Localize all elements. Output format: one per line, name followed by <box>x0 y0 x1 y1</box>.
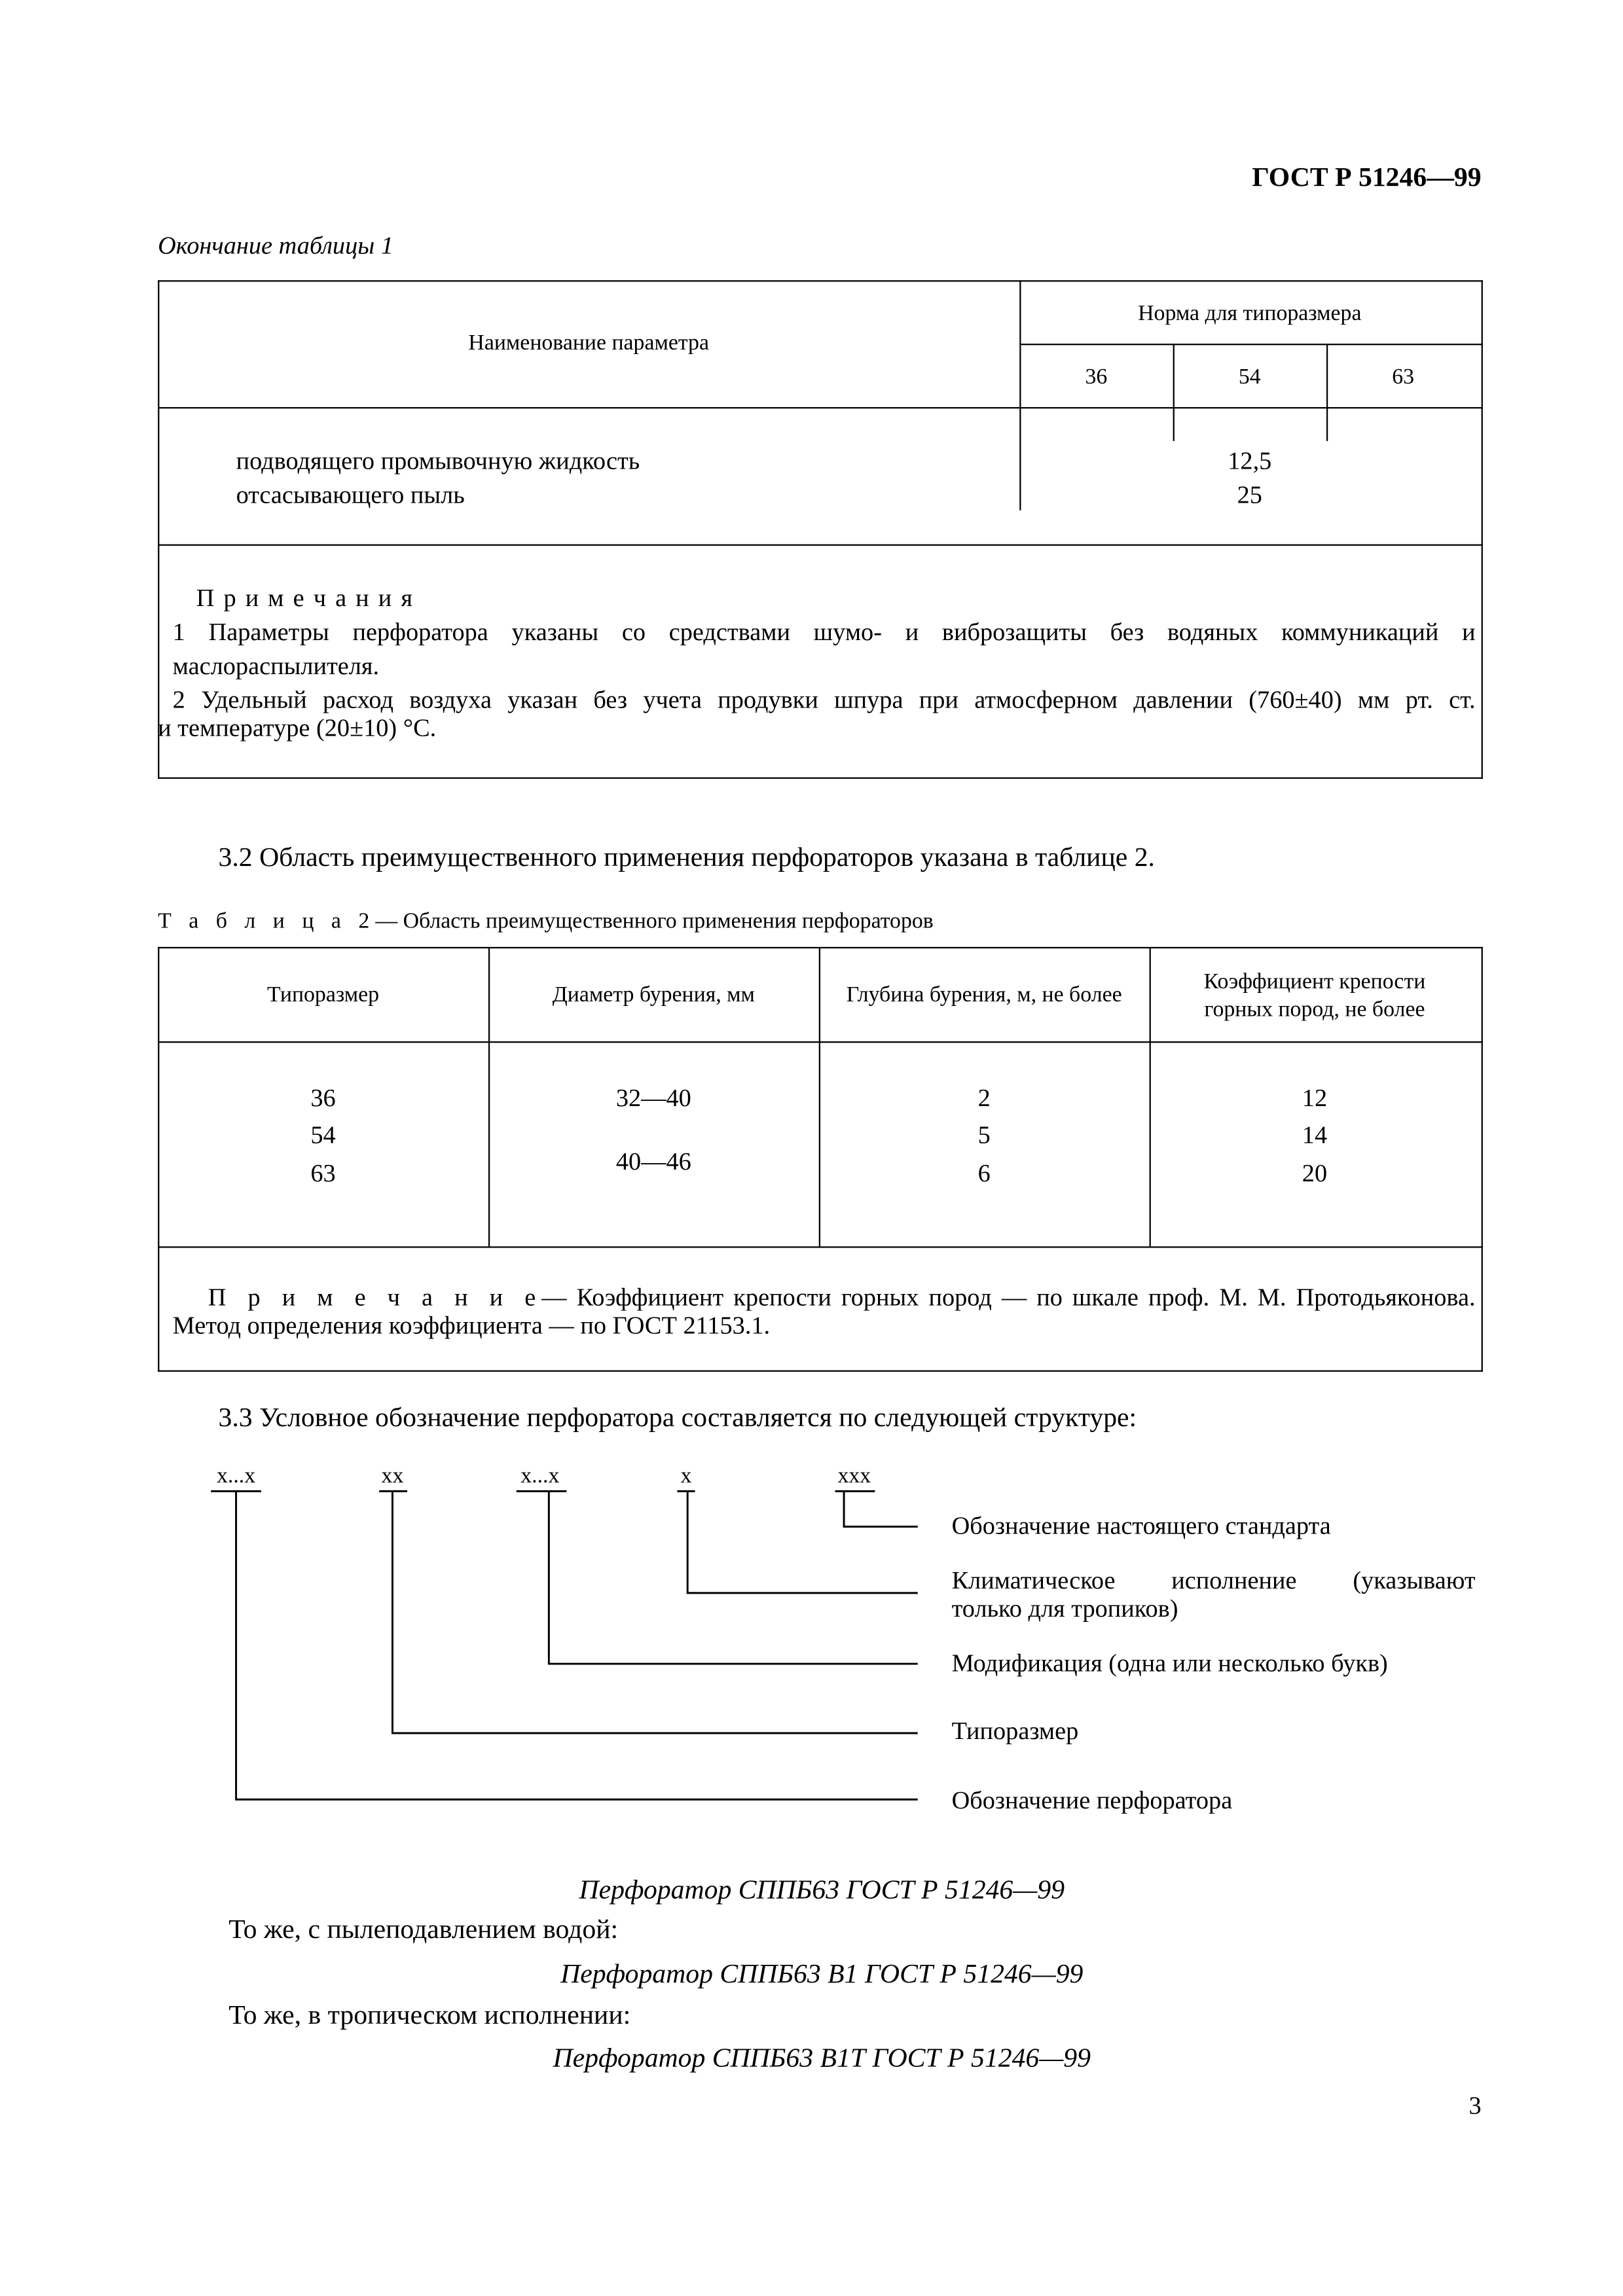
header-diameter: Диаметр бурения, мм <box>552 984 755 1008</box>
example-3: Перфоратор СППБ63 В1Т ГОСТ Р 51246—99 <box>553 2044 1091 2074</box>
cell-depth: 6 <box>977 1159 991 1188</box>
code-standard: ххх <box>837 1464 871 1488</box>
cell-depth: 5 <box>977 1121 991 1149</box>
table2-caption-text: — Область преимущественного применения перфораторов <box>375 910 934 934</box>
cell-size: 54 <box>310 1121 336 1149</box>
note-text: — Коэффициент крепости горных пород — по шкале проф. М. М. Протодьяконова. <box>541 1283 1476 1312</box>
label-climate-cont: только для тропиков) <box>951 1594 1178 1623</box>
row-name: подводящего промывочную жидкость <box>236 446 640 475</box>
section-3-2: 3.2 Область преимущественного применения перфораторов указана в таблице 2. <box>218 844 1156 874</box>
example-2-intro: То же, с пылеподавлением водой: <box>228 1916 619 1946</box>
note-1-cont: маслораспылителя. <box>172 652 380 680</box>
note-2: 2 Удельный расход воздуха указан без учета продувки шпура при атмосферном давлении (760±40) мм рт. ст. <box>172 685 1476 714</box>
size-36: 36 <box>1085 365 1108 389</box>
table2-note-cont: Метод определения коэффициента — по ГОСТ 21153.1. <box>172 1311 771 1340</box>
example-2: Перфоратор СППБ63 В1 ГОСТ Р 51246—99 <box>560 1960 1084 1990</box>
cell-coefficient: 12 <box>1302 1084 1328 1113</box>
section-3-3: 3.3 Условное обозначение перфоратора составляется по следующей структуре: <box>218 1404 1137 1434</box>
example-1: Перфоратор СППБ63 ГОСТ Р 51246—99 <box>579 1876 1065 1906</box>
code-designation: х...х <box>216 1464 256 1488</box>
code-modification: х...х <box>520 1464 560 1488</box>
label-designation: Обозначение перфоратора <box>951 1786 1233 1814</box>
label-size: Типоразмер <box>951 1717 1079 1746</box>
note-label: П р и м е ч а н и е <box>208 1283 542 1312</box>
header-coefficient-cont: горных пород, не более <box>1204 998 1425 1022</box>
table2-caption-label: Т а б л и ц а 2 <box>158 910 376 934</box>
column-header-norm: Норма для типоразмера <box>1138 302 1362 327</box>
cell-size: 63 <box>310 1159 336 1188</box>
note-2-cont: и температуре (20±10) °С. <box>158 713 437 742</box>
cell-diameter: 40—46 <box>615 1147 691 1176</box>
table1-caption: Окончание таблицы 1 <box>158 231 393 260</box>
size-63: 63 <box>1392 365 1415 389</box>
cell-coefficient: 20 <box>1302 1159 1328 1188</box>
cell-depth: 2 <box>977 1084 991 1113</box>
row-name: отсасывающего пыль <box>236 480 465 509</box>
cell-coefficient: 14 <box>1302 1121 1328 1149</box>
header-depth: Глубина бурения, м, не более <box>846 984 1122 1008</box>
page-number: 3 <box>1468 2091 1482 2120</box>
notes-title: П р и м е ч а н и я <box>196 584 414 613</box>
row-value: 12,5 <box>1228 446 1272 475</box>
cell-size: 36 <box>310 1084 336 1113</box>
column-header-param: Наименование параметра <box>468 332 709 356</box>
document-id: ГОСТ Р 51246—99 <box>1252 164 1482 194</box>
row-value: 25 <box>1237 480 1262 509</box>
header-coefficient: Коэффициент крепости <box>1203 970 1426 994</box>
label-climate: Климатическое исполнение (указывают <box>951 1566 1476 1595</box>
header-size: Типоразмер <box>267 984 380 1008</box>
label-modification: Модификация (одна или несколько букв) <box>951 1649 1388 1677</box>
label-standard: Обозначение настоящего стандарта <box>951 1511 1331 1540</box>
code-size: хх <box>381 1464 404 1488</box>
example-3-intro: То же, в тропическом исполнении: <box>228 2001 631 2032</box>
cell-diameter: 32—40 <box>615 1084 691 1113</box>
note-1: 1 Параметры перфоратора указаны со средствами шумо- и виброзащиты без водяных коммуникаций и <box>172 618 1476 647</box>
code-climate: х <box>680 1464 692 1488</box>
size-54: 54 <box>1238 365 1261 389</box>
